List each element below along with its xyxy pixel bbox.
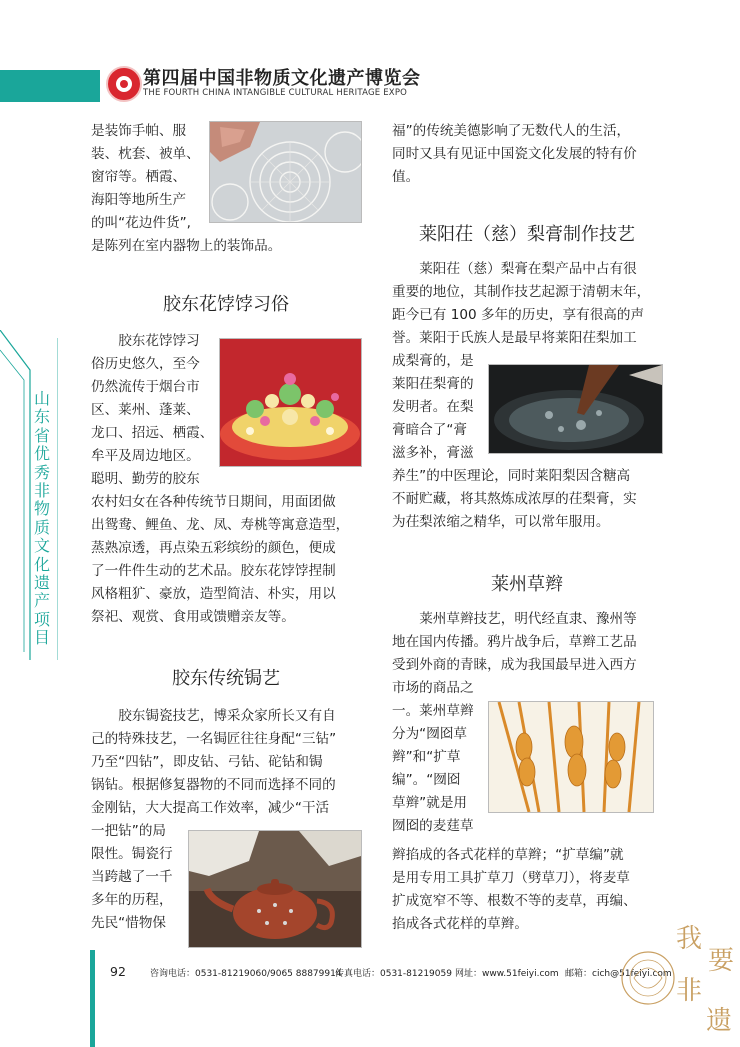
text-line: 福”的传统美德影响了无数代人的生活， bbox=[392, 123, 631, 139]
text-line: 地在国内传播。鸦片战争后，草辫工艺品 bbox=[392, 634, 637, 650]
text-line: 俗历史悠久，至今 bbox=[91, 356, 200, 372]
side-category-label bbox=[32, 390, 52, 648]
side-label-char: 目 bbox=[33, 628, 50, 648]
sec1-full-text bbox=[91, 491, 381, 629]
text-line: 市场的商品之 bbox=[392, 680, 474, 696]
side-label-char: 省 bbox=[33, 425, 50, 445]
right-intro-text bbox=[392, 120, 664, 189]
text-line: 莱阳茌（慈）梨膏在梨产品中占有很 bbox=[419, 261, 637, 277]
text-line: 不耐贮藏，将其熬炼成浓厚的茌梨膏，实 bbox=[392, 491, 637, 507]
text-line: 当跨越了一千 bbox=[91, 869, 173, 885]
sec1-wrap-text bbox=[91, 330, 221, 491]
text-line: 同时又具有见证中国瓷文化发展的特有价 bbox=[392, 146, 637, 162]
text-line: 值。 bbox=[392, 169, 420, 185]
side-label-char: 化 bbox=[33, 554, 50, 574]
text-line: 成梨膏的，是 bbox=[392, 353, 474, 369]
text-line: 莱阳茌梨膏的 bbox=[392, 376, 474, 392]
side-label-char: 山 bbox=[33, 389, 50, 408]
text-line: 装、枕套、被单、 bbox=[91, 146, 200, 162]
text-line: 是装饰手帕、服 bbox=[91, 123, 187, 139]
text-line: 草辫”就是用 bbox=[392, 795, 468, 811]
text-line: 蒸熟凉透，再点染五彩缤纷的颜色，便成 bbox=[91, 540, 336, 556]
text-line: 是陈列在室内器物上的装饰品。 bbox=[91, 238, 282, 254]
left-intro-tail bbox=[91, 235, 381, 258]
section-title-ligao: 莱阳茌（慈）梨膏制作技艺 bbox=[419, 224, 635, 245]
side-label-char: 质 bbox=[33, 517, 50, 537]
stamp-char: 要 bbox=[708, 946, 735, 976]
text-line: 受到外商的青睐，成为我国最早进入西方 bbox=[392, 657, 637, 673]
side-label-char: 物 bbox=[33, 499, 50, 519]
header-title-en: THE FOURTH CHINA INTANGIBLE CULTURAL HERITAGE EXPO bbox=[143, 88, 408, 98]
text-line: 掐成各式花样的草辫。 bbox=[392, 916, 528, 932]
text-line: 了一件件生动的艺术品。胶东花饽饽捏制 bbox=[91, 563, 336, 579]
text-line: 胶东花饽饽习 bbox=[118, 333, 200, 349]
text-line: 编”。“囫囵 bbox=[392, 772, 461, 788]
text-line: 牟平及周边地区。 bbox=[91, 448, 200, 464]
teapot-photo bbox=[188, 830, 362, 948]
sec2-full-text bbox=[91, 705, 381, 820]
text-line: 聪明、勤劳的胶东 bbox=[91, 471, 200, 487]
footer-email[interactable]: 邮箱：cich@51feiyi.com bbox=[565, 969, 672, 979]
side-label-char: 优 bbox=[33, 444, 50, 464]
text-line: 一。莱州草辫 bbox=[392, 703, 474, 719]
text-line: 风格粗犷、豪放，造型简洁、朴实，用以 bbox=[91, 586, 336, 602]
text-line: 的叫“花边件货”, bbox=[91, 215, 191, 231]
text-line: 养生”的中医理论，同时莱阳梨因含糖高 bbox=[392, 468, 631, 484]
text-line: 仍然流传于烟台市 bbox=[91, 379, 200, 395]
text-line: 莱州草辫技艺，明代经直隶、豫州等 bbox=[419, 611, 637, 627]
flower-buns-photo bbox=[219, 338, 362, 467]
stamp-char: 我 bbox=[676, 924, 703, 954]
stamp-char: 非 bbox=[676, 976, 703, 1006]
page-number: 92 bbox=[110, 964, 126, 979]
sec4-wrap-text bbox=[392, 677, 492, 838]
pear-paste-photo bbox=[488, 364, 663, 454]
footer-website[interactable]: 网址：www.51feiyi.com bbox=[455, 969, 559, 979]
section-title-juyi: 胶东传统锔艺 bbox=[172, 668, 280, 689]
section-title-caobian: 莱州草辫 bbox=[491, 574, 563, 595]
left-intro-text bbox=[91, 120, 209, 235]
header-accent-bar bbox=[0, 70, 100, 102]
side-label-char: 非 bbox=[33, 481, 50, 501]
text-line: 龙口、招远、栖霞、 bbox=[91, 425, 214, 441]
text-line: 己的特殊技艺，一名锔匠往往身配“三钻” bbox=[91, 731, 337, 747]
stamp-logo bbox=[618, 918, 736, 1043]
text-line: 窗帘等。栖霞、 bbox=[91, 169, 187, 185]
text-line: 为茌梨浓缩之精华，可以常年服用。 bbox=[392, 514, 610, 530]
text-line: 囫囵的麦莛草 bbox=[392, 818, 474, 834]
side-label-char: 产 bbox=[33, 591, 50, 611]
text-line: 扩成宽窄不等、根数不等的麦草，再编、 bbox=[392, 893, 637, 909]
text-line: 锅钻。根据修复器物的不同而选择不同的 bbox=[91, 777, 336, 793]
sec2-wrap-text bbox=[91, 820, 191, 935]
text-line: 辫掐成的各式花样的草辫；“扩草编”就 bbox=[392, 847, 624, 863]
stamp-char: 遗 bbox=[706, 1006, 733, 1036]
sec3-tail-text bbox=[392, 465, 664, 534]
text-line: 距今已有 100 多年的历史，享有很高的声 bbox=[392, 307, 645, 323]
text-line: 滋多补，膏滋 bbox=[392, 445, 474, 461]
text-line: 海阳等地所生产 bbox=[91, 192, 187, 208]
text-line: 祭祀、观赏、食用或馈赠亲友等。 bbox=[91, 609, 295, 625]
text-line: 胶东锔瓷技艺，博采众家所长又有自 bbox=[118, 708, 336, 724]
text-line: 是用专用工具扩草刀（劈草刀），将麦草 bbox=[392, 870, 630, 886]
side-label-char: 秀 bbox=[33, 462, 50, 482]
sec3-full-text bbox=[392, 258, 664, 350]
footer-fax: 传真电话：0531-81219059 bbox=[335, 969, 452, 979]
text-line: 膏暗合了“膏 bbox=[392, 422, 468, 438]
straw-braid-photo bbox=[488, 701, 654, 813]
expo-logo-icon bbox=[106, 66, 142, 102]
side-label-char: 东 bbox=[33, 407, 50, 427]
section-title-huabobo: 胶东花饽饽习俗 bbox=[163, 294, 289, 315]
text-line: 金刚钻，大大提高工作效率，减少“干活 bbox=[91, 800, 330, 816]
side-label-char: 项 bbox=[33, 609, 50, 629]
text-line: 发明者。在梨 bbox=[392, 399, 474, 415]
text-line: 多年的历程， bbox=[91, 892, 173, 908]
text-line: 一把钻”的局 bbox=[91, 823, 167, 839]
text-line: 誉。莱阳于氏族人是最早将莱阳茌梨加工 bbox=[392, 330, 637, 346]
lace-embroidery-photo bbox=[209, 121, 362, 223]
text-line: 农村妇女在各种传统节日期间，用面团做 bbox=[91, 494, 336, 510]
header-title-zh: 第四届中国非物质文化遗产博览会 bbox=[143, 68, 421, 89]
side-label-char: 文 bbox=[33, 536, 50, 556]
text-line: 先民“惜物保 bbox=[91, 915, 167, 931]
text-line: 出鸳鸯、鲤鱼、龙、凤、寿桃等寓意造型， bbox=[91, 517, 350, 533]
text-line: 分为“囫囵草 bbox=[392, 726, 468, 742]
footer-phone: 咨询电话：0531-81219060/9065 88879914 bbox=[150, 969, 342, 979]
sec3-wrap-text bbox=[392, 350, 492, 465]
text-line: 辫”和“扩草 bbox=[392, 749, 461, 765]
text-line: 重要的地位，其制作技艺起源于清朝末年， bbox=[392, 284, 651, 300]
sec4-full-text bbox=[392, 608, 664, 677]
text-line: 区、莱州、蓬莱、 bbox=[91, 402, 200, 418]
text-line: 限性。锔瓷行 bbox=[91, 846, 173, 862]
side-label-char: 遗 bbox=[33, 573, 50, 593]
footer-accent-bar bbox=[90, 950, 95, 1047]
text-line: 乃至“四钻”，即皮钻、弓钻、砣钻和锔 bbox=[91, 754, 323, 770]
